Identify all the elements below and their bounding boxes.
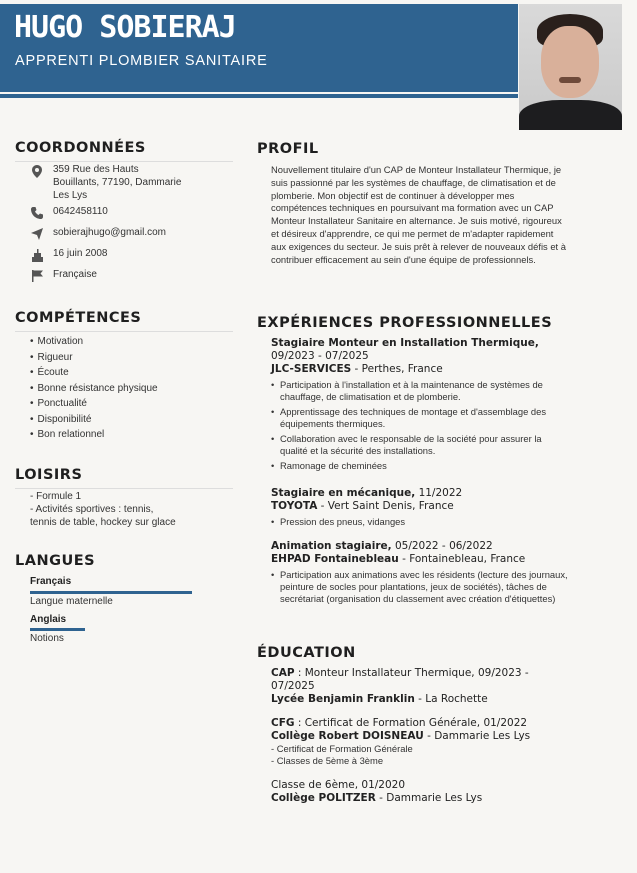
education-location: - Dammarie Les Lys [423, 730, 531, 742]
experience-dates: 11/2022 [415, 487, 463, 499]
education-item [271, 717, 571, 767]
experience-bullets [271, 569, 571, 605]
section-divider [15, 488, 233, 489]
language-name-francais: Français [30, 576, 72, 587]
education-location: - Dammarie Les Lys [375, 792, 483, 804]
profil-title: PROFIL [257, 141, 319, 157]
education-title: ÉDUCATION [257, 645, 356, 661]
phone-icon [30, 206, 44, 220]
experience-company: JLC-SERVICES [271, 363, 352, 375]
experience-role: Animation stagiaire, [271, 540, 392, 552]
experience-bullet: • Collaboration avec le responsable de la société pour assurer la qualité et la sécurité des installations. [271, 433, 571, 457]
birthdate: 16 juin 2008 [53, 248, 108, 259]
experience-location: - Vert Saint Denis, France [317, 500, 454, 512]
profile-summary: Nouvellement titulaire d'un CAP de Monteur Installateur Thermique, je suis passionné par les systèmes de chauffage, de climatisation et de plomberie. Mon objectif est de continuer à développer mes compétences techniques en poursuivant ma formation avec un CAP Monteur Installateur Sanitaire en alternance. Je suis motivé, rigoureux et désireux d'apprendre, ce qui me permet de m'adapter rapidement aux exigences du secteur. Je suis prêt à relever de nouveaux défis et à contribuer efficacement au sein d'une équipe de professionnels. [271, 164, 566, 265]
competences-title: COMPÉTENCES [15, 310, 142, 326]
experience-company: EHPAD Fontainebleau [271, 553, 399, 565]
education-item [271, 667, 571, 706]
coordonnees-title: COORDONNÉES [15, 140, 146, 156]
email-address: sobierajhugo@gmail.com [53, 227, 166, 238]
flag-icon [30, 269, 44, 283]
experience-bullets [271, 379, 571, 472]
header-divider [0, 94, 518, 98]
experience-bullets [271, 516, 571, 528]
education-item [271, 779, 571, 805]
experience-bullet: • Pression des pneus, vidanges [271, 516, 571, 528]
contact-birthdate [30, 247, 108, 262]
experience-role: Stagiaire Monteur en Installation Thermique, [271, 337, 539, 349]
skills-list [30, 334, 158, 443]
experience-item [271, 337, 571, 475]
candidate-name: HUGO SOBIERAJ [14, 10, 236, 45]
hobby-item: - Activités sportives : tennis, [30, 504, 154, 515]
experience-role: Stagiaire en mécanique, [271, 487, 416, 499]
language-level-bar-francais [30, 591, 192, 594]
experience-item [271, 487, 571, 531]
education-location: - La Rochette [414, 693, 488, 705]
send-icon [30, 227, 44, 241]
education-degree: CAP [271, 667, 295, 679]
hobbies-list [30, 490, 176, 529]
skill-item: • Bon relationnel [30, 427, 158, 443]
experience-bullet: • Apprentissage des techniques de montage et d'assemblage des équipements thermiques. [271, 406, 571, 430]
nationality: Française [53, 269, 97, 280]
experience-location: - Perthes, France [351, 363, 443, 375]
education-sub-item: - Classes de 5ème à 3ème [271, 755, 384, 766]
contact-address [30, 163, 181, 202]
address-line-3: Les Lys [53, 190, 88, 201]
skill-item: • Écoute [30, 365, 158, 381]
birthday-cake-icon [30, 248, 44, 262]
contact-phone [30, 205, 108, 220]
address-line-2: Bouillants, 77190, Dammarie [53, 177, 182, 188]
phone-number: 0642458110 [53, 206, 108, 217]
language-name-anglais: Anglais [30, 614, 67, 625]
job-title: APPRENTI PLOMBIER SANITAIRE [15, 53, 268, 69]
education-school: Collège Robert DOISNEAU [271, 730, 424, 742]
education-detail: : Certificat de Formation Générale, 01/2022 [294, 717, 528, 729]
experience-bullet: • Participation aux animations avec les résidents (lecture des journaux, peinture de socles pour plantations, jeux de sociétés), tâches de secrétariat (organisation du classement avec création d'étiquettes) [271, 569, 571, 605]
language-level-francais: Langue maternelle [30, 596, 113, 607]
education-sub-item: - Certificat de Formation Générale [271, 743, 413, 754]
hobby-item: tennis de table, hockey sur glace [30, 517, 176, 528]
experience-bullet: • Ramonage de cheminées [271, 460, 571, 472]
experience-item [271, 540, 571, 608]
section-divider [15, 331, 233, 332]
education-detail: : Monteur Installateur Thermique, 09/2023 - 07/2025 [271, 667, 529, 692]
experience-location: - Fontainebleau, France [398, 553, 526, 565]
loisirs-title: LOISIRS [15, 467, 83, 483]
skill-item: • Ponctualité [30, 396, 158, 412]
contact-email [30, 226, 166, 241]
experience-dates: 09/2023 - 07/2025 [271, 350, 369, 362]
skill-item: • Motivation [30, 334, 158, 350]
education-school: Lycée Benjamin Franklin [271, 693, 415, 705]
experience-bullet: • Participation à l'installation et à la maintenance de systèmes de chauffage, de climatisation et de plomberie. [271, 379, 571, 403]
education-degree: CFG [271, 717, 295, 729]
language-level-bar-anglais [30, 628, 85, 631]
langues-title: LANGUES [15, 553, 96, 569]
education-school: Collège POLITZER [271, 792, 376, 804]
education-detail: Classe de 6ème, 01/2020 [271, 779, 406, 791]
experience-company: TOYOTA [271, 500, 318, 512]
hobby-item: - Formule 1 [30, 491, 82, 502]
map-pin-icon [30, 164, 44, 178]
experience-dates: 05/2022 - 06/2022 [391, 540, 493, 552]
skill-item: • Bonne résistance physique [30, 381, 158, 397]
experiences-title: EXPÉRIENCES PROFESSIONNELLES [257, 315, 553, 331]
profile-photo [519, 4, 622, 130]
skill-item: • Disponibilité [30, 412, 158, 428]
contact-nationality [30, 268, 97, 283]
skill-item: • Rigueur [30, 350, 158, 366]
address-line-1: 359 Rue des Hauts [53, 164, 139, 175]
section-divider [15, 161, 233, 162]
language-level-anglais: Notions [30, 633, 64, 644]
